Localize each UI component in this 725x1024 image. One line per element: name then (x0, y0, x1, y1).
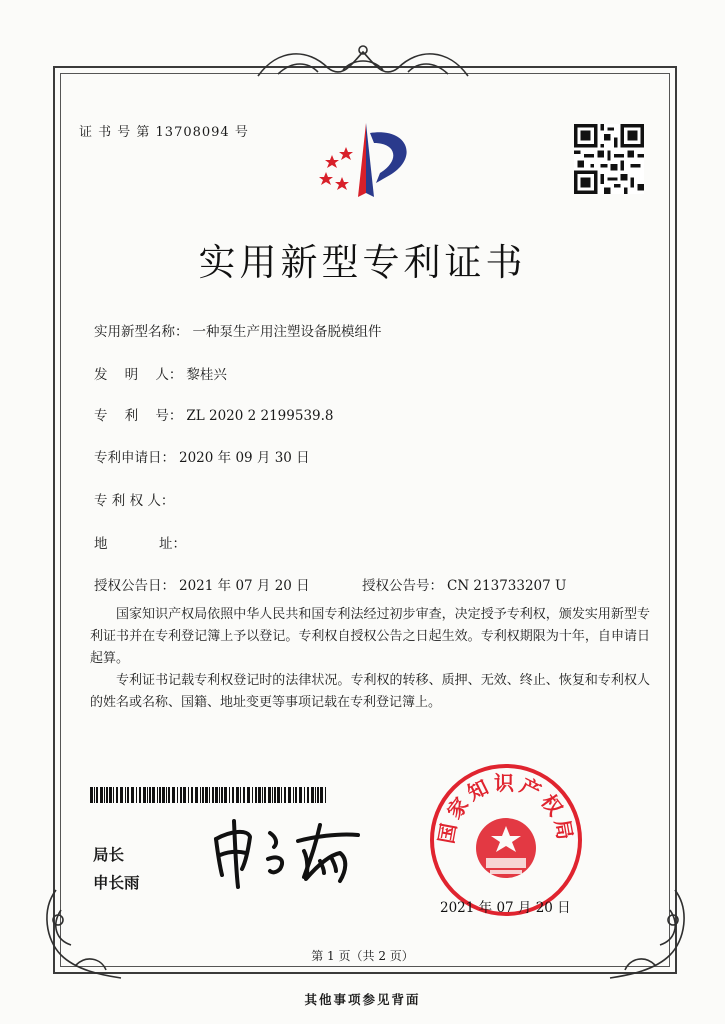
bottom-left-ornament (36, 880, 126, 990)
legal-status-paragraph: 专利证书记载专利权登记时的法律状况。专利权的转移、质押、无效、终止、恢复和专利权人的姓名或名称、国籍、地址变更等事项记载在专利登记簿上。 (90, 673, 650, 710)
address-label: 地 址： (94, 536, 186, 552)
filing-date-value: 2020 年 09 月 30 日 (179, 450, 310, 466)
utility-name-value: 一种泵生产用注塑设备脱模组件 (192, 324, 382, 340)
seal-text: 国家知识产权局 (433, 771, 579, 846)
grant-number-label: 授权公告号： (362, 578, 443, 594)
certificate-number: 证 书 号 第 13708094 号 (79, 125, 249, 140)
qr-code (574, 124, 644, 194)
director-signature (208, 815, 368, 890)
grant-number-field (362, 574, 566, 594)
patentee-field (94, 489, 178, 509)
grant-date-field (94, 574, 310, 594)
filing-date-field (94, 446, 310, 466)
grant-date-label: 授权公告日： (94, 578, 175, 594)
page-number: 第 1 页（共 2 页） (311, 949, 414, 963)
filing-date-label: 专利申请日： (94, 450, 175, 466)
footer-note: 其他事项参见背面 (304, 992, 421, 1007)
grant-date-value: 2021 年 07 月 20 日 (179, 578, 310, 594)
address-field (94, 532, 190, 552)
inventor-value: 黎桂兴 (186, 367, 227, 383)
patent-number-field (94, 404, 334, 424)
inventor-label: 发 明 人： (94, 367, 183, 383)
seal-date: 2021 年 07 月 20 日 (440, 900, 571, 916)
director-name: 申长雨 (93, 874, 140, 892)
cnipa-logo (312, 117, 424, 203)
patent-number-label: 专 利 号： (94, 408, 183, 424)
utility-name-field (94, 320, 382, 340)
director-title: 局长 (93, 846, 125, 864)
grant-paragraph: 国家知识产权局依照中华人民共和国专利法经过初步审查，决定授予专利权，颁发实用新型专利证书并在专利登记簿上予以登记。专利权自授权公告之日起生效。专利权期限为十年，自申请日起算。 (90, 607, 650, 666)
utility-name-label: 实用新型名称： (94, 324, 189, 340)
grant-number-value: CN 213733207 U (447, 578, 567, 594)
patentee-label: 专 利 权 人： (94, 493, 175, 509)
official-seal (428, 762, 584, 918)
inventor-field (94, 363, 227, 383)
top-ornament (248, 40, 478, 86)
bottom-right-ornament (605, 880, 695, 990)
patent-number-value: ZL 2020 2 2199539.8 (186, 408, 334, 424)
certificate-title: 实用新型专利证书 (198, 241, 527, 284)
barcode (90, 787, 328, 803)
